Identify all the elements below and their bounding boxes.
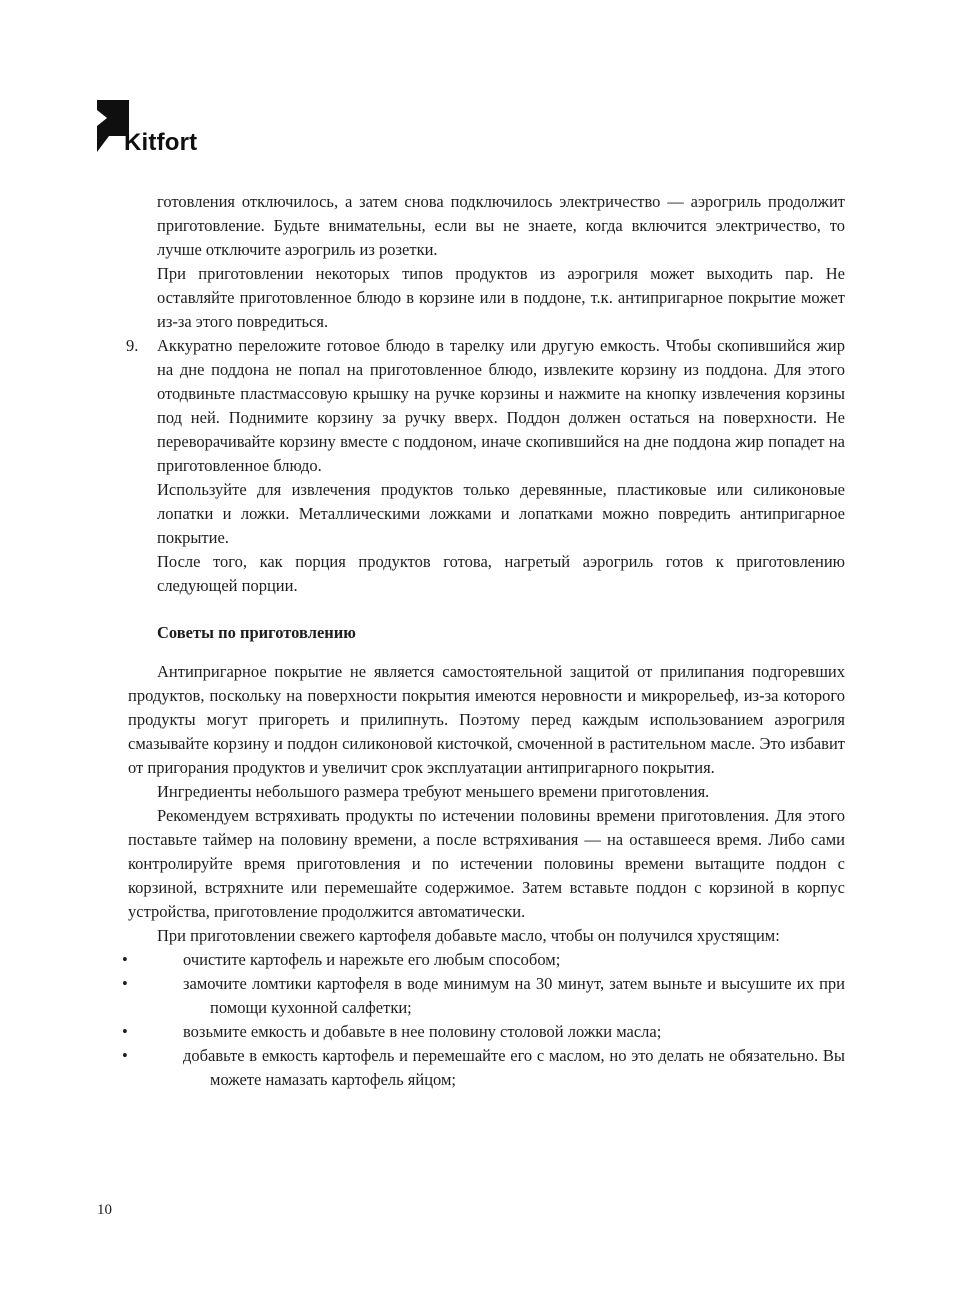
potato-tips-list xyxy=(128,948,845,1092)
page-number: 10 xyxy=(97,1202,112,1218)
list-item-9 xyxy=(126,334,845,598)
bullet-item: • возьмите емкость и добавьте в нее половину столовой ложки масла; xyxy=(128,1020,845,1044)
tips-heading: Советы по приготовлению xyxy=(157,623,356,642)
list-item-paragraph: Аккуратно переложите готовое блюдо в тарелку или другую емкость. Чтобы скопившийся жир на дне поддона не попал на приготовленное блюдо, извлеките корзину из поддона. Для этого отодвиньте пластмассовую крышку на ручке корзины и нажмите на кнопку извлечения корзины под ней. Поднимите корзину за ручку вверх. Поддон должен остаться на поверхности. Не переворачивайте корзину вместе с поддоном, иначе скопившийся на дне поддона жир попадет на приготовленное блюдо. xyxy=(157,336,845,475)
tips-paragraph: Антипригарное покрытие не является самостоятельной защитой от прилипания подгоревших продуктов, поскольку на поверхности покрытия имеются неровности и микрорельеф, из-за которого продукты могут пригореть и прилипнуть. Поэтому перед каждым использованием аэрогриля смазывайте корзину и поддон силиконовой кисточкой, смоченной в растительном масле. Это избавит от пригорания продуктов и увеличит срок эксплуатации антипригарного покрытия. xyxy=(128,662,845,777)
list-item-paragraph: После того, как порция продуктов готова, нагретый аэрогриль готов к приготовлению следующей порции. xyxy=(157,552,845,595)
brand-header xyxy=(95,98,235,162)
intro-paragraph: При приготовлении некоторых типов продуктов из аэрогриля может выходить пар. Не оставляйте приготовленное блюдо в корзине или в поддоне, т.к. антипригарное покрытие может из-за этого повредиться. xyxy=(157,264,845,331)
tips-paragraph: Ингредиенты небольшого размера требуют меньшего времени приготовления. xyxy=(157,782,710,801)
bullet-item: • добавьте в емкость картофель и перемешайте его с маслом, но это делать не обязательно. Вы можете намазать картофель яйцом; xyxy=(128,1044,845,1092)
tips-paragraph: При приготовлении свежего картофеля добавьте масло, чтобы он получился хрустящим: xyxy=(157,926,780,945)
brand-name: Kitfort xyxy=(124,129,198,156)
list-item-paragraph: Используйте для извлечения продуктов только деревянные, пластиковые или силиконовые лопатки и ложки. Металлическими ложками и лопатками можно повредить антипригарное покрытие. xyxy=(157,480,845,547)
list-item-number: 9. xyxy=(126,336,139,355)
intro-block xyxy=(157,190,845,334)
bullet-item: • очистите картофель и нарежьте его любым способом; xyxy=(128,948,845,972)
document-body xyxy=(128,190,845,1092)
bullet-item: • замочите ломтики картофеля в воде минимум на 30 минут, затем выньте и высушите их при помощи кухонной салфетки; xyxy=(128,972,845,1020)
tips-paragraph: Рекомендуем встряхивать продукты по истечении половины времени приготовления. Для этого поставьте таймер на половину времени, а после встряхивания — на оставшееся время. Либо сами контролируйте время приготовления и по истечении половины времени вытащите поддон с корзиной, встряхните или перемешайте содержимое. Затем вставьте поддон с корзиной в корпус устройства, приготовление продолжится автоматически. xyxy=(128,806,845,921)
intro-paragraph: готовления отключилось, а затем снова подключилось электричество — аэрогриль продолжит приготовление. Будьте внимательны, если вы не знаете, когда включится электричество, то лучше отключите аэрогриль из розетки. xyxy=(157,192,845,259)
